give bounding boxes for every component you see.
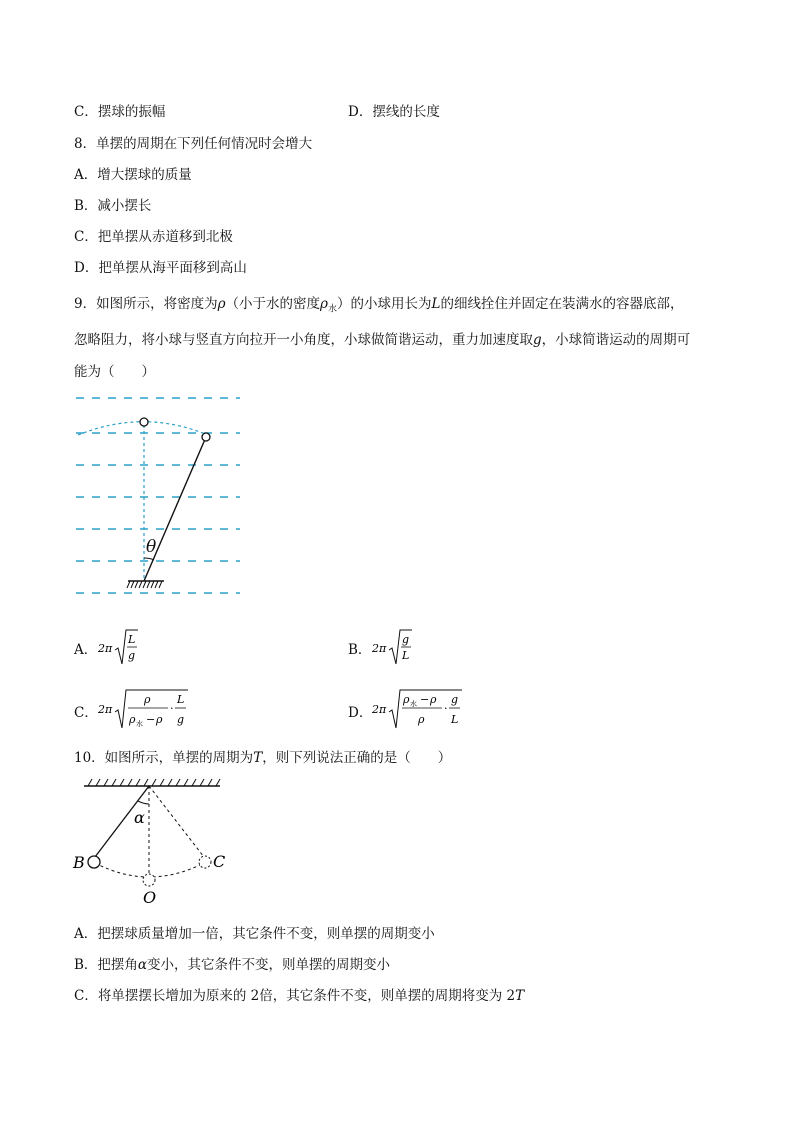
svg-text:ρ: ρ <box>156 713 163 726</box>
ceiling-hatch <box>88 779 220 786</box>
svg-text:g: g <box>128 649 136 662</box>
svg-text:ρ: ρ <box>418 713 425 726</box>
q7-option-c: C．摆球的振幅 <box>74 104 166 120</box>
ground-hatch <box>127 581 162 588</box>
svg-text:·: · <box>170 702 174 715</box>
ball-equilibrium <box>140 418 148 426</box>
q9-stem-line-2: 忽略阻力，将小球与竖直方向拉开一小角度，小球做简谐运动，重力加速度取g，小球简谐运动的周期可 <box>74 332 691 348</box>
alpha-label: α <box>134 808 145 827</box>
svg-text:L: L <box>128 633 136 646</box>
q8-option-b: B．减小摆长 <box>74 198 152 214</box>
svg-text:ρ: ρ <box>144 693 151 706</box>
q10-figure-simple-pendulum <box>70 776 230 904</box>
q8-option-a: A．增大摆球的质量 <box>74 167 192 183</box>
formula-d <box>372 688 482 732</box>
svg-text:L: L <box>177 693 185 706</box>
q8-option-d: D．把单摆从海平面移到高山 <box>74 260 247 276</box>
svg-text:ρ: ρ <box>430 693 437 706</box>
theta-label: θ <box>146 537 157 557</box>
water-lines <box>76 398 240 593</box>
svg-text:g: g <box>177 713 185 726</box>
svg-text:L: L <box>451 713 459 726</box>
ball-c <box>199 856 211 868</box>
svg-text:·: · <box>444 702 448 715</box>
angle-arc <box>138 801 149 804</box>
svg-text:2π: 2π <box>372 703 387 716</box>
svg-text:2π: 2π <box>372 642 387 655</box>
q10-stem: 10．如图所示，单摆的周期为T，则下列说法正确的是（ ） <box>74 750 452 766</box>
svg-text:ρ: ρ <box>129 713 136 726</box>
ball-b <box>88 856 100 868</box>
q9-figure-submerged-pendulum <box>70 388 250 603</box>
svg-text:g: g <box>402 633 410 646</box>
rho-symbol: ρ <box>217 296 226 312</box>
svg-text:水: 水 <box>410 700 417 708</box>
formula-a <box>98 628 158 668</box>
svg-text:水: 水 <box>136 720 143 728</box>
q8-stem: 8．单摆的周期在下列任何情况时会增大 <box>74 136 313 152</box>
q9-stem-line-1: 9．如图所示，将密度为ρ（小于水的密度$\rho_水$）的小球用长为L的细线拴住并固定在装满水的容器底部， <box>74 296 684 315</box>
q7-option-d: D．摆线的长度 <box>348 104 440 120</box>
svg-text:ρ: ρ <box>403 693 410 706</box>
q10-option-b: B．把摆角α变小，其它条件不变，则单摆的周期变小 <box>74 957 391 973</box>
q10-option-a: A．把摆球质量增加一倍，其它条件不变，则单摆的周期变小 <box>74 926 435 942</box>
svg-text:g: g <box>451 693 459 706</box>
q8-option-c: C．把单摆从赤道移到北极 <box>74 229 233 245</box>
svg-text:2π: 2π <box>98 703 113 716</box>
label-b: B <box>73 853 85 872</box>
string-to-c <box>149 786 204 857</box>
svg-text:−: − <box>420 693 430 706</box>
svg-text:L: L <box>402 649 410 662</box>
formula-c <box>98 688 208 732</box>
svg-text:2π: 2π <box>98 642 113 655</box>
formula-b <box>372 628 432 668</box>
svg-text:−: − <box>146 713 156 726</box>
ball-displaced <box>202 433 210 441</box>
q10-option-c: C．将单摆摆长增加为原来的 2倍，其它条件不变，则单摆的周期将变为 2T <box>74 988 525 1004</box>
q9-stem-line-3: 能为（ ） <box>74 364 155 380</box>
angle-arc <box>144 558 154 560</box>
label-c: C <box>213 852 226 871</box>
ball-o <box>143 874 155 886</box>
label-o: O <box>143 888 157 904</box>
